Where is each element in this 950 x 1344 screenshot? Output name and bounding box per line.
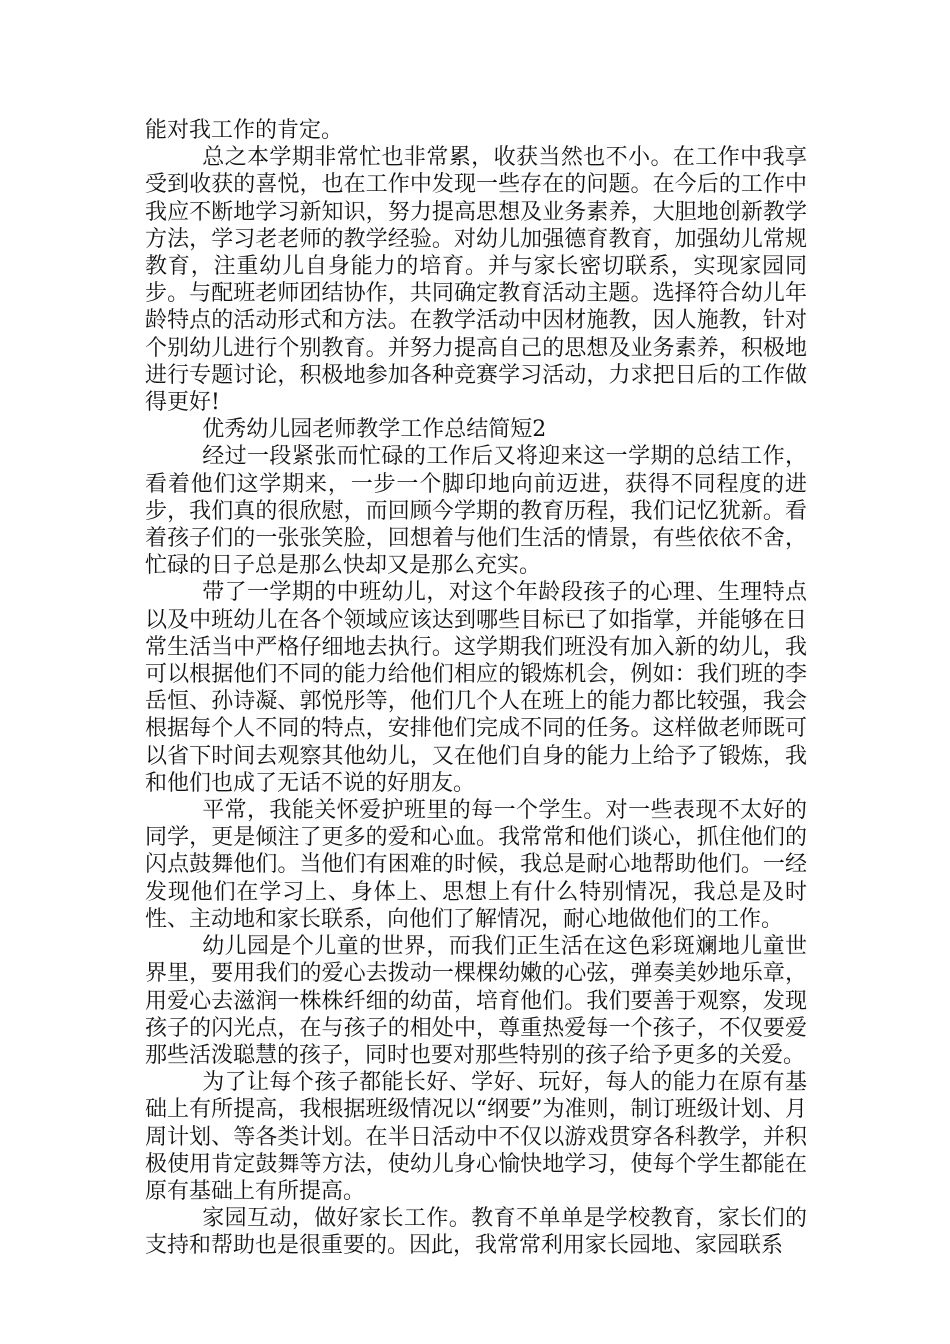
paragraph-summary: 总之本学期非常忙也非常累，收获当然也不小。在工作中我享受到收获的喜悦，也在工作中发现一些存在的问题。在今后的工作中我应不断地学习新知识，努力提高思想及业务素养，大胆地创新教学方法，学习老老师的教学经验。对幼儿加强德育教育，加强幼儿常规教育，注重幼儿自身能力的培育。并与家长密切联系，实现家园同步。与配班老师团结协作，共同确定教育活动主题。选择符合幼儿年龄特点的活动形式和方法。在教学活动中因材施教，因人施教，针对个别幼儿进行个别教育。并努力提高自己的思想及业务素养，积极地进行专题讨论，积极地参加各种竞赛学习活动，力求把日后的工作做得更好! (145, 145, 807, 416)
paragraph-middle-class: 带了一学期的中班幼儿，对这个年龄段孩子的心理、生理特点以及中班幼儿在各个领域应该达到哪些目标已了如指掌，并能够在日常生活当中严格仔细地去执行。这学期我们班没有加入新的幼儿，我可以根据他们不同的能力给他们相应的锻炼机会，例如：我们班的李岳恒、孙诗凝、郭悦彤等，他们几个人在班上的能力都比较强，我会根据每个人不同的特点，安排他们完成不同的任务。这样做老师既可以省下时间去观察其他幼儿，又在他们自身的能力上给予了锻炼，我和他们也成了无话不说的好朋友。 (145, 580, 807, 796)
paragraph-kindergarten-world: 幼儿园是个儿童的世界，而我们正生活在这色彩斑斓地儿童世界里，要用我们的爱心去拨动一棵棵幼嫩的心弦，弹奏美妙地乐章，用爱心去滋润一株株纤细的幼苗，培育他们。我们要善于观察，发现孩子的闪光点，在与孩子的相处中，尊重热爱每一个孩子，不仅要爱那些活泼聪慧的孩子，同时也要对那些特别的孩子给予更多的关爱。 (145, 934, 807, 1068)
paragraph-planning: 为了让每个孩子都能长好、学好、玩好，每人的能力在原有基础上有所提高，我根据班级情况以“纲要”为准则，制订班级计划、月周计划、等各类计划。在半日活动中不仅以游戏贯穿各科教学，并积极使用肯定鼓舞等方法，使幼儿身心愉快地学习，使每个学生都能在原有基础上有所提高。 (145, 1070, 807, 1204)
paragraph-intro: 经过一段紧张而忙碌的工作后又将迎来这一学期的总结工作，看着他们这学期来，一步一个脚印地向前迈进，获得不同程度的进步，我们真的很欣慰，而回顾今学期的教育历程，我们记忆犹新。看着孩子们的一张张笑脸，回想着与他们生活的情景，有些依依不舍，忙碌的日子总是那么快却又是那么充实。 (145, 444, 807, 579)
section-heading: 优秀幼儿园老师教学工作总结简短2 (202, 417, 547, 443)
paragraph-continuation: 能对我工作的肯定。 (145, 118, 344, 143)
paragraph-care: 平常，我能关怀爱护班里的每一个学生。对一些表现不太好的同学，更是倾注了更多的爱和心血。我常常和他们谈心，抓住他们的闪点鼓舞他们。当他们有困难的时候，我总是耐心地帮助他们。一经发现他们在学习上、身体上、思想上有什么特别情况，我总是及时性、主动地和家长联系，向他们了解情况，耐心地做他们的工作。 (145, 798, 807, 932)
document-page (145, 117, 807, 1260)
paragraph-home-school: 家园互动，做好家长工作。教育不单单是学校教育，家长们的支持和帮助也是很重要的。因此，我常常利用家长园地、家园联系 (145, 1206, 807, 1259)
